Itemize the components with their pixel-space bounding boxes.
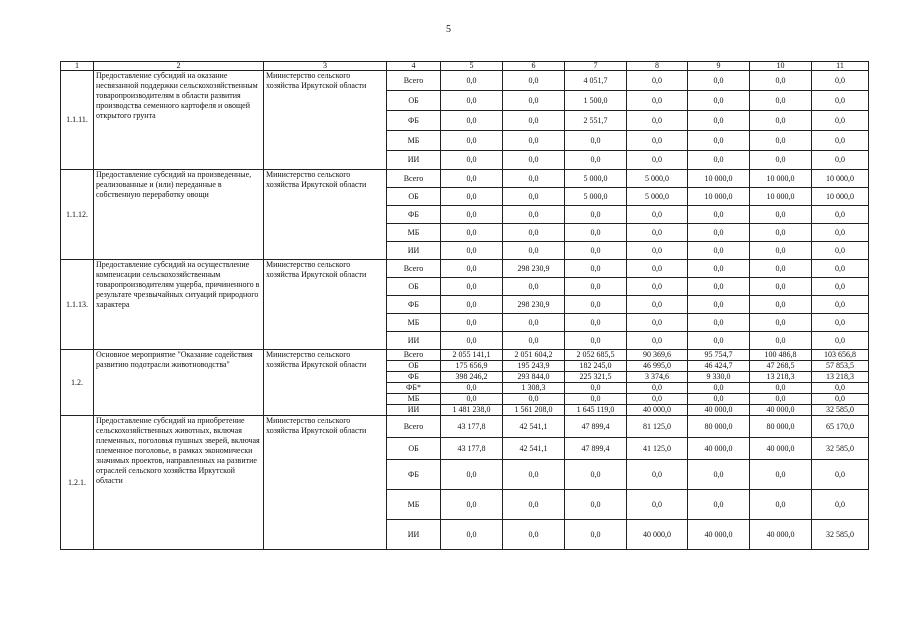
amount-cell: 40 000,0 <box>750 438 812 460</box>
amount-cell: 0,0 <box>441 383 503 394</box>
amount-cell: 0,0 <box>503 91 565 111</box>
amount-cell: 0,0 <box>750 296 812 314</box>
amount-cell: 195 243,9 <box>503 361 565 372</box>
amount-cell: 0,0 <box>750 332 812 350</box>
amount-cell: 0,0 <box>503 394 565 405</box>
amount-cell: 0,0 <box>441 260 503 278</box>
amount-cell: 81 125,0 <box>627 416 688 438</box>
amount-cell: 0,0 <box>812 71 869 91</box>
amount-cell: 80 000,0 <box>750 416 812 438</box>
funding-source: ИИ <box>387 151 441 170</box>
executor: Министерство сельского хозяйства Иркутской области <box>264 71 387 170</box>
amount-cell: 0,0 <box>627 71 688 91</box>
funding-source: Всего <box>387 260 441 278</box>
amount-cell: 0,0 <box>750 111 812 131</box>
funding-source: ФБ* <box>387 383 441 394</box>
column-header: 1 <box>61 62 94 71</box>
amount-cell: 0,0 <box>627 383 688 394</box>
amount-cell: 10 000,0 <box>750 188 812 206</box>
amount-cell: 0,0 <box>750 224 812 242</box>
amount-cell: 0,0 <box>565 224 627 242</box>
amount-cell: 0,0 <box>565 296 627 314</box>
amount-cell: 43 177,8 <box>441 438 503 460</box>
funding-source: ФБ <box>387 111 441 131</box>
amount-cell: 2 051 604,2 <box>503 350 565 361</box>
amount-cell: 0,0 <box>441 170 503 188</box>
amount-cell: 0,0 <box>565 151 627 170</box>
amount-cell: 0,0 <box>688 224 750 242</box>
funding-source: ОБ <box>387 438 441 460</box>
amount-cell: 0,0 <box>812 296 869 314</box>
column-header: 2 <box>94 62 264 71</box>
amount-cell: 80 000,0 <box>688 416 750 438</box>
column-header: 9 <box>688 62 750 71</box>
amount-cell: 0,0 <box>565 332 627 350</box>
amount-cell: 0,0 <box>812 131 869 151</box>
table-row <box>61 71 869 91</box>
funding-source: МБ <box>387 314 441 332</box>
amount-cell: 0,0 <box>688 91 750 111</box>
table-row <box>61 416 869 438</box>
funding-source: ИИ <box>387 520 441 550</box>
amount-cell: 40 000,0 <box>627 520 688 550</box>
amount-cell: 0,0 <box>565 460 627 490</box>
amount-cell: 1 561 208,0 <box>503 405 565 416</box>
amount-cell: 0,0 <box>441 520 503 550</box>
amount-cell: 0,0 <box>627 332 688 350</box>
amount-cell: 0,0 <box>627 296 688 314</box>
amount-cell: 0,0 <box>750 131 812 151</box>
amount-cell: 0,0 <box>750 394 812 405</box>
amount-cell: 0,0 <box>565 206 627 224</box>
amount-cell: 13 218,3 <box>812 372 869 383</box>
amount-cell: 0,0 <box>812 278 869 296</box>
funding-source: МБ <box>387 224 441 242</box>
amount-cell: 0,0 <box>441 278 503 296</box>
amount-cell: 90 369,6 <box>627 350 688 361</box>
amount-cell: 40 000,0 <box>688 438 750 460</box>
column-header: 4 <box>387 62 441 71</box>
amount-cell: 0,0 <box>503 131 565 151</box>
amount-cell: 0,0 <box>750 91 812 111</box>
amount-cell: 0,0 <box>565 394 627 405</box>
section-number: 1.1.11. <box>61 71 94 170</box>
amount-cell: 0,0 <box>565 131 627 151</box>
funding-source: ИИ <box>387 242 441 260</box>
amount-cell: 0,0 <box>750 490 812 520</box>
funding-source: Всего <box>387 350 441 361</box>
amount-cell: 0,0 <box>503 520 565 550</box>
funding-source: ОБ <box>387 278 441 296</box>
amount-cell: 0,0 <box>627 490 688 520</box>
amount-cell: 0,0 <box>627 111 688 131</box>
funding-source: ФБ <box>387 206 441 224</box>
amount-cell: 5 000,0 <box>565 170 627 188</box>
measure-name: Основное мероприятие "Оказание содействия развитию подотрасли животноводства" <box>94 350 264 416</box>
amount-cell: 0,0 <box>565 314 627 332</box>
section-number: 1.1.12. <box>61 170 94 260</box>
amount-cell: 0,0 <box>627 131 688 151</box>
amount-cell: 0,0 <box>812 460 869 490</box>
amount-cell: 5 000,0 <box>565 188 627 206</box>
measure-name: Предоставление субсидий на произведенные, реализованные и (или) переданные в собственную переработку овощи <box>94 170 264 260</box>
executor: Министерство сельского хозяйства Иркутской области <box>264 260 387 350</box>
amount-cell: 298 230,9 <box>503 296 565 314</box>
amount-cell: 0,0 <box>565 490 627 520</box>
amount-cell: 0,0 <box>812 394 869 405</box>
amount-cell: 293 844,0 <box>503 372 565 383</box>
amount-cell: 9 330,0 <box>688 372 750 383</box>
amount-cell: 0,0 <box>627 242 688 260</box>
amount-cell: 0,0 <box>441 332 503 350</box>
measure-name: Предоставление субсидий на оказание несвязанной поддержки сельскохозяйственным товаропроизводителям в области развития производства семенного картофеля и овощей открытого грунта <box>94 71 264 170</box>
amount-cell: 0,0 <box>812 383 869 394</box>
amount-cell: 0,0 <box>503 206 565 224</box>
executor: Министерство сельского хозяйства Иркутской области <box>264 416 387 550</box>
measure-name: Предоставление субсидий на приобретение сельскохозяйственных животных, включая племенных, поголовья пушных зверей, включая племенное поголовье, в рамках экономически значимых проектов, направленных на развитие отраслей сельского хозяйства Иркутской области <box>94 416 264 550</box>
amount-cell: 0,0 <box>688 383 750 394</box>
amount-cell: 1 481 238,0 <box>441 405 503 416</box>
amount-cell: 40 000,0 <box>750 520 812 550</box>
amount-cell: 0,0 <box>750 383 812 394</box>
amount-cell: 32 585,0 <box>812 405 869 416</box>
amount-cell: 0,0 <box>565 278 627 296</box>
amount-cell: 40 000,0 <box>750 405 812 416</box>
amount-cell: 0,0 <box>812 242 869 260</box>
amount-cell: 0,0 <box>441 296 503 314</box>
amount-cell: 5 000,0 <box>627 188 688 206</box>
column-header: 5 <box>441 62 503 71</box>
amount-cell: 0,0 <box>565 383 627 394</box>
amount-cell: 0,0 <box>441 71 503 91</box>
amount-cell: 0,0 <box>688 206 750 224</box>
funding-table <box>60 61 869 550</box>
amount-cell: 0,0 <box>688 151 750 170</box>
amount-cell: 0,0 <box>812 206 869 224</box>
amount-cell: 2 052 685,5 <box>565 350 627 361</box>
amount-cell: 0,0 <box>627 278 688 296</box>
amount-cell: 10 000,0 <box>812 188 869 206</box>
amount-cell: 0,0 <box>688 131 750 151</box>
amount-cell: 3 374,6 <box>627 372 688 383</box>
amount-cell: 0,0 <box>627 460 688 490</box>
amount-cell: 0,0 <box>750 278 812 296</box>
amount-cell: 46 424,7 <box>688 361 750 372</box>
amount-cell: 0,0 <box>750 242 812 260</box>
amount-cell: 0,0 <box>441 131 503 151</box>
column-header: 8 <box>627 62 688 71</box>
amount-cell: 40 000,0 <box>688 405 750 416</box>
amount-cell: 0,0 <box>503 332 565 350</box>
section-number: 1.2.1. <box>61 416 94 550</box>
amount-cell: 47 899,4 <box>565 438 627 460</box>
amount-cell: 0,0 <box>627 394 688 405</box>
amount-cell: 0,0 <box>627 206 688 224</box>
amount-cell: 398 246,2 <box>441 372 503 383</box>
amount-cell: 0,0 <box>503 278 565 296</box>
amount-cell: 10 000,0 <box>688 188 750 206</box>
amount-cell: 0,0 <box>688 278 750 296</box>
amount-cell: 57 853,5 <box>812 361 869 372</box>
amount-cell: 0,0 <box>688 71 750 91</box>
amount-cell: 2 055 141,1 <box>441 350 503 361</box>
amount-cell: 47 268,5 <box>750 361 812 372</box>
amount-cell: 0,0 <box>441 394 503 405</box>
amount-cell: 0,0 <box>812 224 869 242</box>
amount-cell: 0,0 <box>627 314 688 332</box>
table-row <box>61 350 869 361</box>
amount-cell: 0,0 <box>503 224 565 242</box>
column-header: 10 <box>750 62 812 71</box>
amount-cell: 1 500,0 <box>565 91 627 111</box>
funding-source: ИИ <box>387 405 441 416</box>
amount-cell: 0,0 <box>441 206 503 224</box>
column-header: 3 <box>264 62 387 71</box>
section-number: 1.1.13. <box>61 260 94 350</box>
amount-cell: 0,0 <box>441 490 503 520</box>
amount-cell: 13 218,3 <box>750 372 812 383</box>
table-row <box>61 260 869 278</box>
amount-cell: 0,0 <box>627 224 688 242</box>
amount-cell: 0,0 <box>503 111 565 131</box>
amount-cell: 0,0 <box>441 151 503 170</box>
funding-source: МБ <box>387 490 441 520</box>
amount-cell: 0,0 <box>503 314 565 332</box>
amount-cell: 1 645 119,0 <box>565 405 627 416</box>
amount-cell: 0,0 <box>627 91 688 111</box>
amount-cell: 0,0 <box>750 314 812 332</box>
amount-cell: 46 995,0 <box>627 361 688 372</box>
funding-source: МБ <box>387 394 441 405</box>
amount-cell: 0,0 <box>688 490 750 520</box>
amount-cell: 65 170,0 <box>812 416 869 438</box>
amount-cell: 10 000,0 <box>812 170 869 188</box>
amount-cell: 5 000,0 <box>627 170 688 188</box>
executor: Министерство сельского хозяйства Иркутской области <box>264 350 387 416</box>
funding-source: ФБ <box>387 296 441 314</box>
amount-cell: 0,0 <box>441 188 503 206</box>
amount-cell: 40 000,0 <box>627 405 688 416</box>
amount-cell: 42 541,1 <box>503 416 565 438</box>
funding-source: ОБ <box>387 361 441 372</box>
amount-cell: 0,0 <box>503 151 565 170</box>
amount-cell: 225 321,5 <box>565 372 627 383</box>
amount-cell: 0,0 <box>812 490 869 520</box>
amount-cell: 0,0 <box>565 260 627 278</box>
amount-cell: 47 899,4 <box>565 416 627 438</box>
amount-cell: 0,0 <box>812 151 869 170</box>
amount-cell: 103 656,8 <box>812 350 869 361</box>
funding-source: ФБ <box>387 372 441 383</box>
amount-cell: 0,0 <box>503 71 565 91</box>
amount-cell: 0,0 <box>441 111 503 131</box>
amount-cell: 0,0 <box>627 151 688 170</box>
funding-source: Всего <box>387 71 441 91</box>
amount-cell: 0,0 <box>503 242 565 260</box>
amount-cell: 100 486,8 <box>750 350 812 361</box>
amount-cell: 0,0 <box>503 188 565 206</box>
amount-cell: 0,0 <box>688 314 750 332</box>
section-number: 1.2. <box>61 350 94 416</box>
amount-cell: 0,0 <box>441 460 503 490</box>
amount-cell: 0,0 <box>750 460 812 490</box>
column-header: 6 <box>503 62 565 71</box>
amount-cell: 0,0 <box>812 260 869 278</box>
amount-cell: 0,0 <box>750 260 812 278</box>
column-header: 11 <box>812 62 869 71</box>
amount-cell: 0,0 <box>688 296 750 314</box>
amount-cell: 0,0 <box>812 111 869 131</box>
amount-cell: 0,0 <box>503 460 565 490</box>
amount-cell: 0,0 <box>565 520 627 550</box>
measure-name: Предоставление субсидий на осуществление компенсации сельскохозяйственным товаропроизводителям ущерба, причиненного в результате чрезвычайных ситуаций природного характера <box>94 260 264 350</box>
amount-cell: 4 051,7 <box>565 71 627 91</box>
amount-cell: 0,0 <box>688 242 750 260</box>
funding-source: Всего <box>387 170 441 188</box>
amount-cell: 0,0 <box>750 71 812 91</box>
amount-cell: 182 245,0 <box>565 361 627 372</box>
amount-cell: 0,0 <box>688 260 750 278</box>
amount-cell: 40 000,0 <box>688 520 750 550</box>
amount-cell: 10 000,0 <box>750 170 812 188</box>
amount-cell: 0,0 <box>688 460 750 490</box>
amount-cell: 43 177,8 <box>441 416 503 438</box>
amount-cell: 41 125,0 <box>627 438 688 460</box>
funding-source: ОБ <box>387 91 441 111</box>
amount-cell: 1 308,3 <box>503 383 565 394</box>
header-row <box>61 62 869 71</box>
amount-cell: 42 541,1 <box>503 438 565 460</box>
amount-cell: 0,0 <box>503 170 565 188</box>
amount-cell: 32 585,0 <box>812 520 869 550</box>
amount-cell: 0,0 <box>627 260 688 278</box>
column-header: 7 <box>565 62 627 71</box>
amount-cell: 0,0 <box>503 490 565 520</box>
funding-source: ИИ <box>387 332 441 350</box>
amount-cell: 0,0 <box>812 314 869 332</box>
amount-cell: 0,0 <box>688 394 750 405</box>
amount-cell: 0,0 <box>441 242 503 260</box>
funding-source: Всего <box>387 416 441 438</box>
amount-cell: 298 230,9 <box>503 260 565 278</box>
funding-source: ОБ <box>387 188 441 206</box>
page-number: 5 <box>446 24 451 35</box>
amount-cell: 0,0 <box>441 91 503 111</box>
amount-cell: 0,0 <box>688 111 750 131</box>
amount-cell: 0,0 <box>565 242 627 260</box>
amount-cell: 95 754,7 <box>688 350 750 361</box>
amount-cell: 2 551,7 <box>565 111 627 131</box>
amount-cell: 0,0 <box>812 91 869 111</box>
amount-cell: 0,0 <box>750 206 812 224</box>
amount-cell: 0,0 <box>812 332 869 350</box>
amount-cell: 0,0 <box>441 314 503 332</box>
amount-cell: 0,0 <box>441 224 503 242</box>
funding-source: МБ <box>387 131 441 151</box>
amount-cell: 32 585,0 <box>812 438 869 460</box>
amount-cell: 10 000,0 <box>688 170 750 188</box>
amount-cell: 175 656,9 <box>441 361 503 372</box>
executor: Министерство сельского хозяйства Иркутской области <box>264 170 387 260</box>
amount-cell: 0,0 <box>750 151 812 170</box>
table-row <box>61 170 869 188</box>
amount-cell: 0,0 <box>688 332 750 350</box>
funding-source: ФБ <box>387 460 441 490</box>
